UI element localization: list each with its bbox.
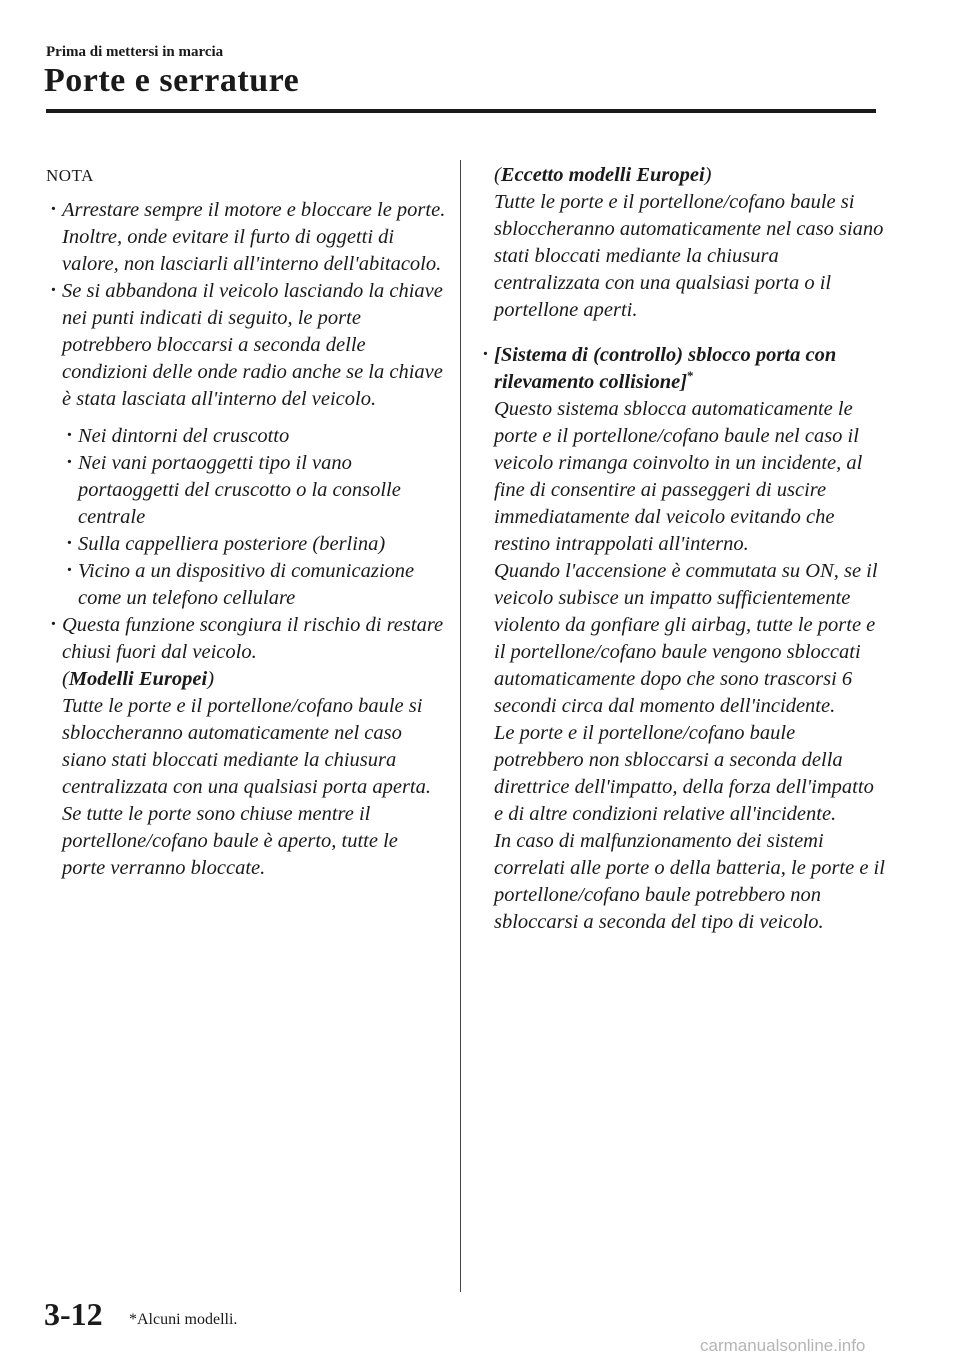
header-rule xyxy=(46,109,876,113)
note-bullet-key: · Se si abbandona il veicolo lasciando la chiave nei punti indicati di seguito, le porte potrebbero bloccarsi a seconda delle condizioni delle onde radio anche se la chiave è stata lasciata all'interno del veicolo. xyxy=(46,278,446,413)
sub-list xyxy=(62,423,446,612)
eu-models-heading: Modelli Europei xyxy=(68,668,208,690)
non-eu-heading: Eccetto modelli Europei xyxy=(500,164,705,186)
collision-text-2: Quando l'accensione è commutata su ON, se il veicolo subisce un impatto sufficientemente violento da gonfiare gli airbag, tutte le porte e il portellone/cofano baule vengono sbloccati automaticamente dopo che sono trascorsi 6 secondi circa dal momento dell'incidente. xyxy=(494,560,878,717)
sub-item: · Vicino a un dispositivo di comunicazione come un telefono cellulare xyxy=(62,558,446,612)
note-bullet-lock: · Arrestare sempre il motore e bloccare le porte. Inoltre, onde evitare il furto di oggetti di valore, non lasciarli all'interno dell'abitacolo. xyxy=(46,197,446,278)
collision-text-1: Questo sistema sblocca automaticamente le porte e il portellone/cofano baule nel caso il veicolo rimanga coinvolto in un incidente, al fine di consentire ai passeggeri di uscire immediatamente dal veicolo evitando che restino intrappolati all'interno. xyxy=(494,398,863,555)
section-label: Prima di mettersi in marcia xyxy=(46,44,224,60)
page-number: 3-12 xyxy=(44,1296,103,1332)
some-models-mark: * xyxy=(687,368,694,384)
nota-heading: NOTA xyxy=(46,166,94,185)
lockout-text: Questa funzione scongiura il rischio di restare chiusi fuori dal veicolo. xyxy=(62,614,444,663)
sub-item: · Nei vani portaoggetti tipo il vano portaoggetti del cruscotto o la consolle centrale xyxy=(62,450,446,531)
collision-text-3: Le porte e il portellone/cofano baule potrebbero non sbloccarsi a seconda della direttrice dell'impatto, della forza dell'impatto e di altre condizioni relative all'incidente. xyxy=(494,722,874,825)
eu-models-text: Tutte le porte e il portellone/cofano baule si sbloccheranno automaticamente nel caso siano stati bloccati mediante la chiusura centralizzata con una qualsiasi porta aperta. xyxy=(62,695,431,798)
eu-models-text-2: Se tutte le porte sono chiuse mentre il portellone/cofano baule è aperto, tutte le porte verranno bloccate. xyxy=(62,803,398,879)
column-divider xyxy=(460,160,461,1292)
page-title: Porte e serrature xyxy=(44,62,300,99)
left-column xyxy=(46,162,446,882)
watermark: carmanualsonline.info xyxy=(700,1336,866,1355)
non-eu-text: Tutte le porte e il portellone/cofano baule si sbloccheranno automaticamente nel caso siano stati bloccati mediante la chiusura centralizzata con una qualsiasi porta o il portellone aperti. xyxy=(494,191,884,321)
note-bullet-lockout: · Questa funzione scongiura il rischio di restare chiusi fuori dal veicolo. (Modelli Europei) Tutte le porte e il portellone/cofano baule si sbloccheranno automaticamente nel caso siano stati bloccati mediante la chiusura centralizzata con una qualsiasi porta aperta. Se tutte le porte sono chiuse mentre il portellone/cofano baule è aperto, tutte le porte verranno bloccate. xyxy=(46,612,446,882)
sub-item: · Sulla cappelliera posteriore (berlina) xyxy=(62,531,446,558)
non-eu-block: (Eccetto modelli Europei) Tutte le porte e il portellone/cofano baule si sbloccheranno automaticamente nel caso siano stati bloccati mediante la chiusura centralizzata con una qualsiasi porta o il portellone aperti. xyxy=(494,164,884,321)
sub-item: · Nei dintorni del cruscotto xyxy=(62,423,446,450)
footnote: *Alcuni modelli. xyxy=(129,1311,238,1328)
collision-heading: [Sistema di (controllo) sblocco porta con rilevamento collisione] xyxy=(494,344,837,393)
note-bullet-collision xyxy=(478,342,888,936)
collision-text-4: In caso di malfunzionamento dei sistemi correlati alle porte o della batteria, le porte e il portellone/cofano baule potrebbero non sbloccarsi a seconda del tipo di veicolo. xyxy=(494,830,885,933)
right-column xyxy=(478,162,888,936)
